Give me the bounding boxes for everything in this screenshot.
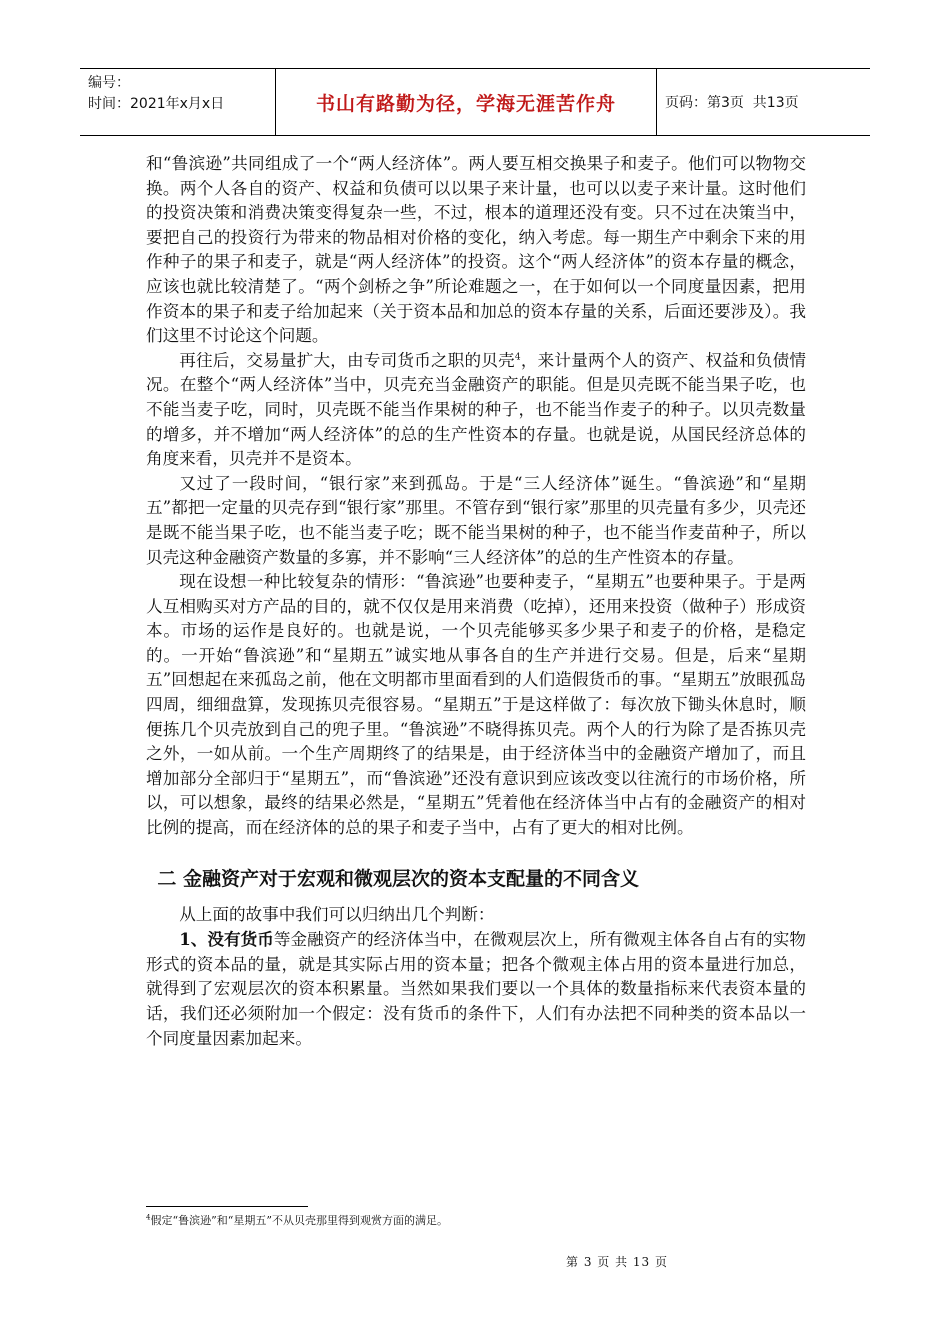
paragraph-1: 和“鲁滨逊”共同组成了一个“两人经济体”。两人要互相交换果子和麦子。他们可以物物交换。两个人各自的资产、权益和负债可以以果子来计量，也可以以麦子来计量。这时他们的投资决策和消费决策变得复杂一些，不过，根本的道理还没有变。只不过在决策当中，要把自己的投资行为带来的物品相对价格的变化，纳入考虑。每一期生产中剩余下来的用作种子的果子和麦子，就是“两人经济体”的投资。这个“两人经济体”的资本存量的概念，应该也就比较清楚了。“两个剑桥之争”所论难题之一，在于如何以一个同度量因素，把用作资本的果子和麦子给加起来（关于资本品和加总的资本存量的关系，后面还要涉及）。我们这里不讨论这个问题。 [146, 154, 806, 346]
paragraph-2-part-b: ，来计量两个人的资产、权益和负债情况。在整个“两人经济体”当中，贝壳充当金融资产的职能。但是贝壳既不能当果子吃，也不能当麦子吃，同时，贝壳既不能当作果树的种子，也不能当作麦子的种子。以贝壳数量的增多，并不增加“两人经济体”的总的生产性资本的存量。也就是说，从国民经济总体的角度来看，贝壳并不是资本。 [146, 350, 806, 469]
paragraph-6-rest: 等金融资产的经济体当中，在微观层次上，所有微观主体各自占有的实物形式的资本品的量，就是其实际占用的资本量；把各个微观主体占用的资本量进行加总，就得到了宏观层次的资本积累量。当然如果我们要以一个具体的数量指标来代表资本量的话，我们还必须附加一个假定：没有货币的条件下，人们有办法把不同种类的资本品以一个同度量因素加起来。 [146, 930, 807, 1048]
paragraph-4: 现在设想一种比较复杂的情形：“鲁滨逊”也要种麦子，“星期五”也要种果子。于是两人互相购买对方产品的目的，就不仅仅是用来消费（吃掉），还用来投资（做种子）形成资本。市场的运作是良好的。也就是说，一个贝壳能够买多少果子和麦子的价格，是稳定的。一开始“鲁滨逊”和“星期五”诚实地从事各自的生产并进行交易。但是，后来“星期五”回想起在来孤岛之前，他在文明都市里面看到的人们造假货币的事。“星期五”放眼孤岛四周，细细盘算，发现拣贝壳很容易。“星期五”于是这样做了：每次放下锄头休息时，顺便拣几个贝壳放到自己的兜子里。“鲁滨逊”不晓得拣贝壳。两个人的行为除了是否拣贝壳之外，一如从前。一个生产周期终了的结果是，由于经济体当中的金融资产增加了，而且增加部分全部归于“星期五”，而“鲁滨逊”还没有意识到应该改变以往流行的市场价格，所以，可以想象，最终的结果必然是，“星期五”凭着他在经济体当中占有的金融资产的相对比例的提高，而在经济体的总的果子和麦子当中，占有了更大的相对比例。 [146, 572, 806, 838]
paragraph-2-part-a: 再往后，交易量扩大，由专司货币之职的贝壳 [179, 350, 515, 370]
paragraph-2 [146, 349, 806, 472]
section-heading: 二 金融资产对于宏观和微观层次的资本支配量的不同含义 [157, 867, 640, 890]
footnote-text: 假定“鲁滨逊”和“星期五”不从贝壳那里得到观赏方面的满足。 [150, 1214, 448, 1227]
footnote [146, 1213, 448, 1228]
header-page-info-cell [657, 69, 870, 135]
document-body [146, 152, 806, 1051]
header-page-info: 页码：第3页 共13页 [665, 95, 799, 111]
header-number-label: 编号： [88, 75, 130, 91]
footnote-divider [146, 1206, 308, 1207]
header-meta [80, 69, 276, 135]
page-footer: 第 3 页 共 13 页 [566, 1255, 668, 1269]
paragraph-5: 从上面的故事中我们可以归纳出几个判断： [179, 904, 495, 924]
header-motto: 书山有路勤为径，学海无涯苦作舟 [276, 69, 657, 135]
page-header [80, 68, 870, 136]
header-time-label: 时间：2021年x月x日 [88, 96, 225, 112]
footnote-mark: 4 [146, 1213, 151, 1222]
paragraph-6-lead: 1、没有货币 [179, 929, 274, 950]
paragraph-3: 又过了一段时间，“银行家”来到孤岛。于是“三人经济体”诞生。“鲁滨逊”和“星期五”都把一定量的贝壳存到“银行家”那里。不管存到“银行家”那里的贝壳量有多少，贝壳还是既不能当果子吃，也不能当麦子吃；既不能当果树的种子，也不能当作麦苗种子，所以贝壳这种金融资产数量的多寡，并不影响“三人经济体”的总的生产性资本的存量。 [146, 473, 806, 567]
footnote-ref-4[interactable]: 4 [514, 352, 521, 363]
paragraph-6 [146, 927, 806, 1051]
